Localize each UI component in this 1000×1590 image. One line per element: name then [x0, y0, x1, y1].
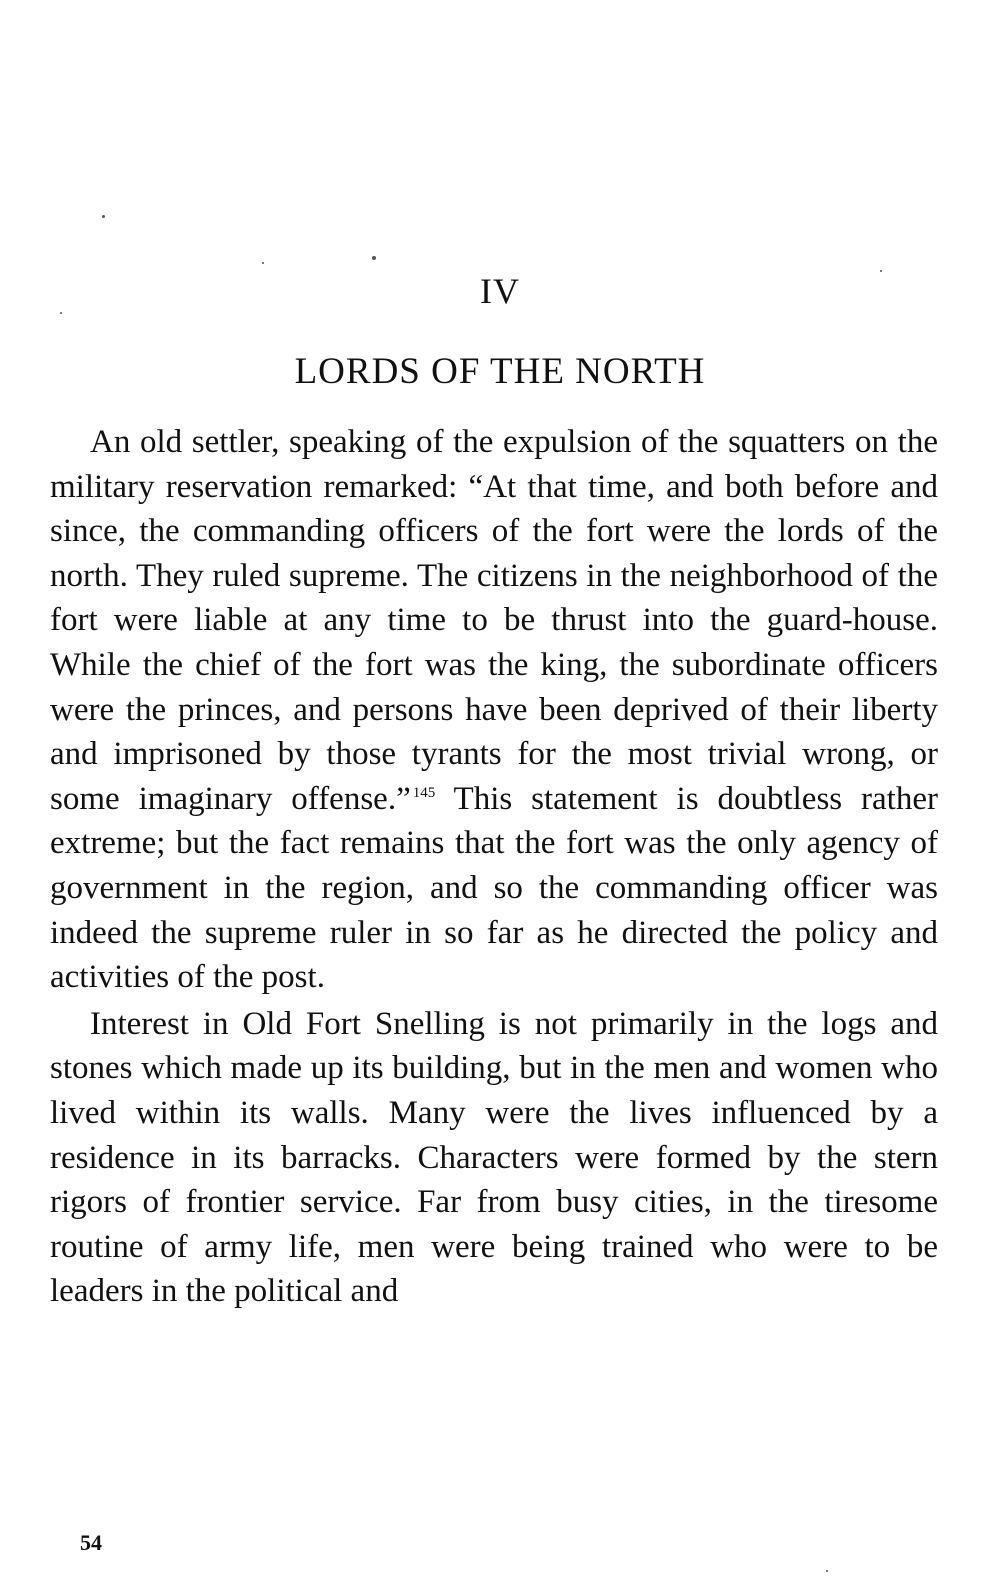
print-speck [262, 262, 264, 264]
page-number: 54 [80, 1530, 102, 1555]
body-text [50, 420, 938, 1314]
paragraph: Interest in Old Fort Snelling is not primarily in the logs and stones which made up its building, but in the men and women who lived within its walls. Many were the lives influenced by a residence in its barracks. Characters were formed by the stern rigors of frontier service. Far from busy cities, in the tiresome routine of army life, men were being trained who were to be leaders in the political and [50, 1005, 938, 1310]
footnote-reference[interactable]: 145 [412, 784, 436, 801]
chapter-number: IV [480, 271, 520, 311]
chapter-title: LORDS OF THE NORTH [294, 351, 706, 392]
paragraph [50, 420, 938, 1000]
paragraph-text: An old settler, speaking of the expulsion of the squatters on the military reservation remarked: “At that time, and both before and since, the commanding officers of the fort were the lords of the north. They ruled supreme. The citizens in the neighborhood of the fort were liable at any time to be thrust into the guard-house. While the chief of the fort was the king, the subordinate officers were the princes, and persons have been deprived of their liberty and imprisoned by those tyrants for the most trivial wrong, or some imaginary offense.” [50, 424, 938, 817]
print-speck [372, 256, 376, 260]
print-speck [102, 215, 105, 218]
print-speck [826, 1570, 828, 1572]
paragraph-text: This statement is doubtless rather extreme; but the fact remains that the fort was the only agency of government in the region, and so the commanding officer was indeed the supreme ruler in so far as he directed the policy and activities of the post. [50, 780, 938, 996]
print-speck [60, 312, 62, 314]
